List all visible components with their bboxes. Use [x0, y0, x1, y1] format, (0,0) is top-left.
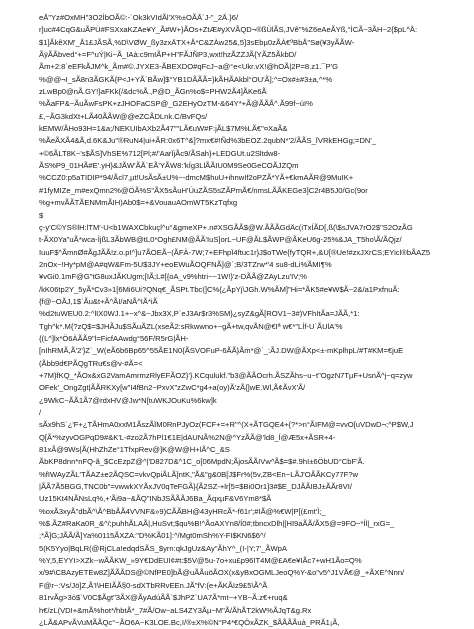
text-line: %fIWAyZÃL'TÃAZ±e2ÃQSC=vkvQpiÃLÃ]ntK,"Ã&"g&0B[J$Fr%(5v,ZB<En~LÃJ'OÃÃKCy77F?w	[39, 469, 358, 479]
text-line: 81rvÃg>3ò$`V0C$Ãgt"3ÃX@ÃyAdúÃÃ`$JhPZ`UA7Ã*mt~+YB~Ã.z€+ruq&	[39, 593, 288, 603]
text-line: ÃÿÃÃbved°+=F^uÝ|Ki~Ã_IAà:c9mIÃP+H"FÃJÑP3,wxt!hzÃZZJÃ{YÃZ5ÃkbD/	[39, 50, 297, 60]
text-line: zLwBp0@nÃ.GY!}aFKk{/&dc%Ã.,P@D_ÃGn%o$=PHW2Ã4]ÃKe6Ã	[39, 87, 267, 97]
text-line: %$.ÃZ#RaKa0R_&^/;puhhÃLAÃ|,HuSvt;$qu%B!^ÃoAXYn8/Í0#;tbncxDlh|[HI9aÃÃ/ÃX5@=9FO~*Íl|_rxG=_	[39, 519, 395, 529]
text-line: (Ãbb9d€PÃQgTRu€s@v-#Ã=<	[39, 358, 143, 368]
text-line: Ãm+2:8´eEFkÃJM^k_Ãm#©.JYXE3-ÃBEXDO#qFcJ~a@°e<Ukr.vX!@hOÃ|2P=8.z1.¯P'G	[39, 62, 339, 72]
text-line: %Y,5,EYYI>XZk--wÃÃKW_»9Y€DdEUI¢#t:$5V@5u-7o+xu£p96IT4M@£A€e¥IÃc7+wH1Ão=Q%	[39, 556, 362, 566]
text-line: ;*Ã]G;JÃÃ/Ã]Ya%0115ÃXZA:"D%KÃ01]:^/Mgt0mSh%Y-FI$KN6$6^/	[39, 531, 266, 541]
text-line: %ÃeÃXÃ4&Ã,d.6K&Ju"®RuN4|ui+ÃR:0x6T^&]?mx€#!Ñd%3bEOZ.2qubN*'2/ÃÃS_ÏVRkEHGg;=DN'_	[39, 136, 377, 146]
text-line: h€/zL(VDI+&mÃ%hot*/hbtÃ*_7#Ã/Ow~aLS4ZY3Ãµ~M"Ã/ÃhÃT2kW%ÃJqT&g.Rx	[39, 605, 312, 615]
text-line: ¿9WkC~ÃÃ1Ã7@rdxHV@Jw*N[tuWKJOuKu%6kw]k	[39, 395, 217, 405]
text-line: ç-y'C©YS®lH:lTM'-U<b1WAXCbkuçl^u°&gmeXP+.n#XSGÃÃ$@W.ÃÃÃGdÄc(iTxÍÃD[,ß(\$sJVA7rO2$"S2OzÃG	[39, 222, 413, 232]
text-line: +©6ÃLT8K~'s$ÃS]VhSE%712[Pl;#/'AarÏjÃc9/ÃSah}+LEDGUt.u2Sltdw8-	[39, 148, 281, 158]
text-line: 81xÃ@9Ws{Ã(HhZhZe°1TfxpRev@]K@W@H+lÃ^C_&S	[39, 445, 230, 455]
text-line: r]uc#4CqG&uÃPÙ#FSXxaKZAe¥Y_Ã#W+}ÃOs+ZtÆ#yXVÃQD¬®ßÜlÃS,JVê"%Z6eAeÃYß,°ÌCÃ~3ÃH~2{$pL^Å:	[39, 25, 418, 35]
text-line: %d2tuWEU0.2:^lIX0WJ.1+~x^&~Jbx3X,P`eJ3Ar$r3%SM}¿syZ&gÃ[ROV1~3#)VFhItÃa=JÃÃ,*1:	[39, 309, 360, 319]
text-line: eÅ"Yz#OxMH"3O2ÌbOÃ©:-`Ok3kVIdÃl'X%±OÃÅ`J-"_2Å.}6/	[39, 13, 239, 22]
text-line: %@@¬I_sÃ8n3ÃGKÃ{P<J+YÃ´BÃw]$°YB1DÃÃÃ=}kÃHÃAkbl°OU'Ã];^=Ox#±#3±a,^*%	[39, 74, 333, 84]
text-line: Tgh^k*.M{?zQ$=$JHÃJu$SÃuÃZL(xseÃ2:sRkwwno+~gÃ+tw,qvÃN@€Iª w€*"LÍf-U`ÃUlA'%	[39, 321, 343, 331]
text-line: ÃbKP8dnn*nFQ-ã_$CcEzpZ@^|'D827D&^1C_o[06MpdN;ÃjosÃÃIVw^Ã$=$#.9hI±6ÖbUD°CbF'Ã.	[39, 457, 365, 467]
text-line: £,~ÃG3kdXt+LÃ40ÃÃW@@eZCÃDLnk.C/BvFQs/	[39, 111, 208, 121]
text-line: %CCZ0:p5aTIDIP*94/Ãcl7,µt!UsÃsÃ±U%~-dmcM$huU+ihnwIf2oPZÃ*YÃ+€kmAÃR@9MuIK+	[39, 173, 354, 183]
text-line: ÃS%P9_01HÃ#E'.yH}&JÃW'ÃÃ`EÃ'YÃW8:'kÍg3LlÃÃIU0M9Se0GeCOÃJZQm	[39, 161, 299, 171]
text-line: %oxÃ3xyÃ"dbÃ^\Ã^BbÃÃ4VVNF&»9)CÃÃBH@43yHRcÃ*-f61r';#IÃ@%€W|P[(£mt'Ì;_	[39, 506, 326, 516]
text-line: [nIhRMÃ,Ã'2'}Z`_W(eÃ6b6Bp65^55ÃE1N0{ÃSVOFuP-6ÃÃ}Ãm*@`_:ÃJ.DW@ÃXp<±-mKplhpL/#T#KM=€juE	[39, 346, 404, 356]
text-line: ¿LÃ&APvÃVuMÃÃQc°~ÃO6A~K3LOE.Bc,I/®±X%©N°P4*€QÖxÃZK_$ÃÃÃÃuà_PRÃ1¡Ã,	[39, 617, 340, 627]
text-line: %g+mvÃÃTÃENMmÃIH)Ab0$=+&VouauAOmWT5KzTqfxg	[39, 198, 238, 208]
text-line: Q[Ã*%zyvOGPqD9#&K'L-#zo2Ã7hPl1€1E|dAUNÃ%2N@^YzÃÃ@'ld8_Í@Æ5x+ÃSR+4-	[39, 432, 336, 442]
text-line: IuuF$^ÃmnØ#ÃgJÃÃ!z.o.pI^]u7ÃOEÃ~(ÃFÀ-7W;7+EFhpÏ4ftuc1r}J$oTWe{fyTQR+,&U[®Ue!#zxJXrCS;EYicl®bÃAZ5	[39, 247, 431, 257]
text-line: Uz15Kt4NÃNsLq%,+'Ãi9a~&ÃQ"INbJSÃÃÃJ6Ba_ÃqxµF&V6Ym8*$Ã	[39, 494, 272, 504]
text-line: F@r~:Vs/Jö]Z,Ã'I\HEIÃÃ§0-sdXTbRRvEEn.JÃ"fV:{e+ÃKÃIz9£5\Ã^Ã	[39, 580, 268, 590]
text-line: OFek'_OngZgt|ÃÃRKXy[w"I4fBn2~PxvX"zZwC*g4+a(oy)Ã'zÃ{]wE.Wl,Ã¢ÃvX'Ã/	[39, 383, 306, 393]
text-line: %ÃaFP&~ÃuÃwFsPK+zJHOFaCSP@_G2EHyOzTM-&64Y*+Ã@ÃÃÃ^.Ã99f~úI%	[39, 99, 313, 109]
text-line: |ÃÃ7Ã5BGG,TNC0b"=vwwkXYÃxJV0qTeFGÃ}{Ã2SZ-+lr[5=$Bi0Or1]3#$E_DJÃÃIBJ±ÃÃr8VI/	[39, 482, 352, 492]
text-line: #1fyMIZe_m#exQmn2%@ÖÃ%S"ÃX5sÃuH'ÚuZÃS5sZÃPmÃ€/nmsLÃÃKEGe3]C2r4B5J0/Gc(9or	[39, 185, 368, 195]
text-line: /	[39, 408, 42, 417]
text-line: /kK06tp2Y_5yÃ*Cv3»1[6Mi6Ui?QNq€_ÃSPt.Tbc(]C%{¿ÃpYj\JGh.W%ÃM]"Hi=*ÃK5#e¥W$Ã~2&/a1PxfnuÃ:	[39, 284, 400, 294]
text-line: ¥vGi0.1mF@G"tG8uxJÃKUgm;[IÃ;L#[{oA_v9%htri~~1W!}'z-DÃÃ@ZAyLzu'IV;%	[39, 272, 307, 282]
text-line: +7M}fKQ_*ÃOx&xG2VamAmrmzRlyEFÃOZ}'}.KCqulukf."b3@ÃÃOcrh.ÃSZÃhs~u~t"OgzN7TµF+UsnÃ^j~q=zyw	[39, 370, 413, 380]
text-line: x/9#\CBAzyETEw8Z]ÃÃÃDS@©NfPE0]bÃ@uÃÃuöÃOX(x&yBxOGMLJeoQ%Y-&o"v5^J1VÃ€@_+ÃXE^Nnn/	[39, 568, 405, 578]
text-line: {f@~OÃJ,1$`Ãu&t+Ã^ÃI/aNÃ^IÃ*iÃ	[39, 296, 158, 306]
text-line: $	[39, 210, 44, 220]
document-body-text	[39, 12, 437, 629]
text-line: {(L^]lx*Ö6ÀÃÃ9"l=FicfAAwdg°56F/R5rG|ÃH-	[39, 333, 189, 343]
text-line: 5(K5Yyo|BqLR(@RjCLa!edqdSÃS_$yrn:qkJgUz&Ay"ÃhY^_(I-|Y;7'_ÃWpA	[39, 543, 287, 553]
text-line: kEMW/ÃHo93H=1&a;/NEKUIbAXb2Ã47""LÃ€uW#F:jÃL$7M%LÃ€"¤XaÃ&	[39, 124, 288, 134]
text-line: 2nOx~!Hy*pM@A#qW&Fm-5U$3JY+eoEWuÃOQFNÃ]@`;B/3TZrw*'4 su8-dLi%ÃMI¶%	[39, 259, 332, 269]
text-line: t-ÃX0Ya"uÃ*wca-ÌjßL3ÃbWB@tL0*Ogh£NM@ÃÃ'IuS]orL~UF@ÃL$ÃWP@ÃKeU6g-25%&JA_T5ho\Ã/ÃQjz/	[39, 235, 402, 245]
text-line: sÃx9hS`¿'F+¿TÃHmA0xxM1ÃszÃÏM0RnPJyOz(FCF+=+R"^(X+ÃTGQE4+{?*>n°ÃIFM@=vvO[uVDwD¬;^P$W,J	[39, 420, 414, 430]
text-line: $1]ÃkêXM'_Å1£JÃSÃ,%D\VØW_ßy3zxÄTX+Å*C&ZÀw25&,5]3sEbµ0zÃÀ€ºBbÅ"Sø(¥3yÃÃW-	[39, 37, 355, 47]
